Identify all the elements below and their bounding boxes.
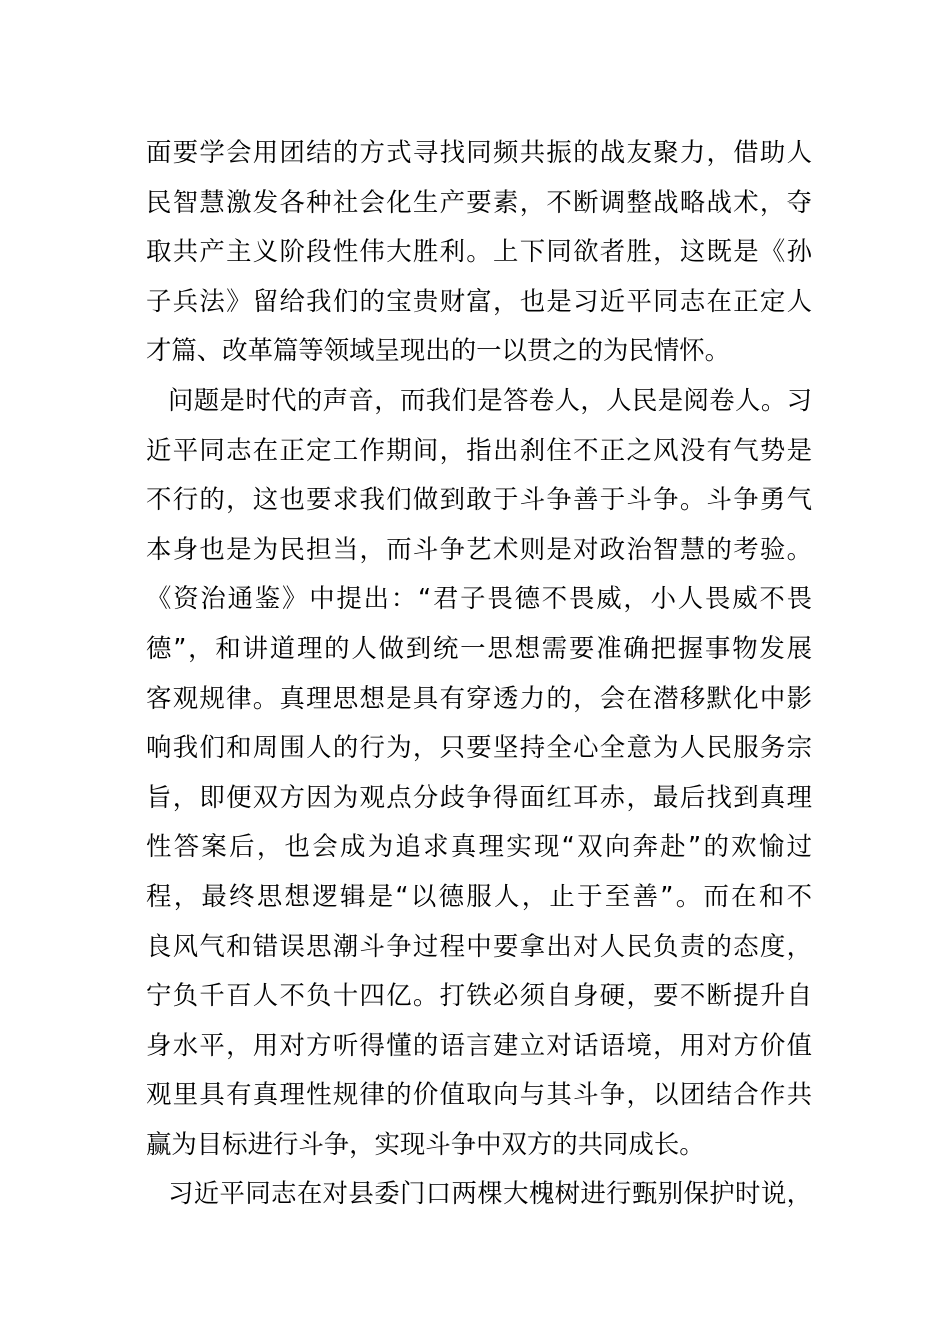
paragraph-start-line: 问题是时代的声音，而我们是答卷人，人民是阅卷人。习 bbox=[168, 384, 812, 415]
text-line: 旨，即便双方因为观点分歧争得面红耳赤，最后找到真理 bbox=[146, 781, 812, 812]
text-line: 取共产主义阶段性伟大胜利。上下同欲者胜，这既是《孙 bbox=[146, 236, 812, 267]
text-line: 子兵法》留给我们的宝贵财富，也是习近平同志在正定人 bbox=[146, 285, 812, 316]
text-line: 才篇、改革篇等领域呈现出的一以贯之的为民情怀。 bbox=[146, 335, 730, 366]
text-line: 程，最终思想逻辑是“以德服人，止于至善”。而在和不 bbox=[146, 880, 812, 911]
text-line: 观里具有真理性规律的价值取向与其斗争，以团结合作共 bbox=[146, 1079, 812, 1110]
text-line: 近平同志在正定工作期间，指出刹住不正之风没有气势是 bbox=[146, 434, 812, 465]
text-line: 客观规律。真理思想是具有穿透力的，会在潜移默化中影 bbox=[146, 682, 812, 713]
text-line: 性答案后，也会成为追求真理实现“双向奔赴”的欢愉过 bbox=[146, 831, 812, 862]
text-line: 不行的，这也要求我们做到敢于斗争善于斗争。斗争勇气 bbox=[146, 484, 812, 515]
text-line: 良风气和错误思潮斗争过程中要拿出对人民负责的态度， bbox=[146, 930, 812, 961]
text-line: 《资治通鉴》中提出：“君子畏德不畏威，小人畏威不畏 bbox=[146, 583, 812, 614]
body-text bbox=[146, 128, 812, 1219]
text-line: 德”，和讲道理的人做到统一思想需要准确把握事物发展 bbox=[146, 632, 812, 663]
paragraph-start-line: 习近平同志在对县委门口两棵大槐树进行甄别保护时说， bbox=[168, 1178, 812, 1209]
text-line: 响我们和周围人的行为，只要坚持全心全意为人民服务宗 bbox=[146, 732, 812, 763]
text-line: 身水平，用对方听得懂的语言建立对话语境，用对方价值 bbox=[146, 1029, 812, 1060]
text-line: 赢为目标进行斗争，实现斗争中双方的共同成长。 bbox=[146, 1128, 705, 1159]
text-line: 面要学会用团结的方式寻找同频共振的战友聚力，借助人 bbox=[146, 137, 812, 167]
text-line: 宁负千百人不负十四亿。打铁必须自身硬，要不断提升自 bbox=[146, 980, 812, 1011]
text-line: 本身也是为民担当，而斗争艺术则是对政治智慧的考验。 bbox=[146, 533, 812, 564]
text-line: 民智慧激发各种社会化生产要素，不断调整战略战术，夺 bbox=[146, 186, 812, 217]
